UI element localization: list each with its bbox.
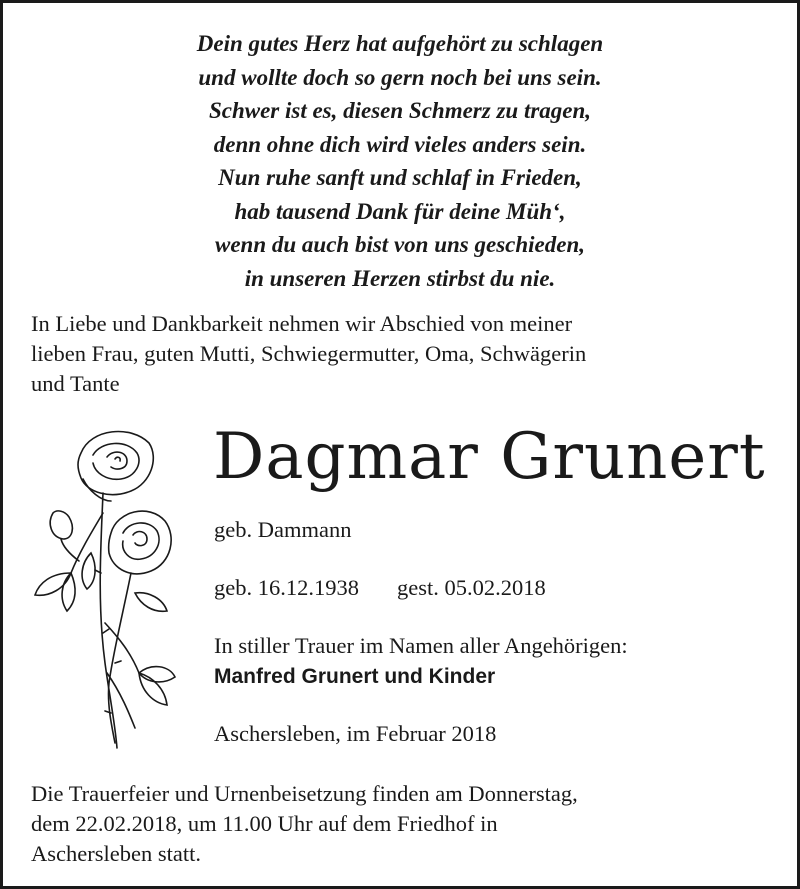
intro-line: und Tante [31,371,120,396]
service-line: Aschersleben statt. [31,841,201,866]
place-and-date: Aschersleben, im Februar 2018 [214,721,497,746]
memorial-poem [3,27,797,295]
funeral-service-info [31,779,771,869]
poem-line: in unseren Herzen stirbst du nie. [244,265,556,291]
mourners-line: In stiller Trauer im Namen aller Angehörigen: [214,633,628,658]
death-date: gest. 05.02.2018 [397,575,546,600]
intro-line: lieben Frau, guten Mutti, Schwiegermutter, Oma, Schwägerin [31,341,587,366]
poem-line: wenn du auch bist von uns geschieden, [215,232,585,257]
rose-icon [31,423,181,753]
poem-line: Schwer ist es, diesen Schmerz zu tragen, [208,98,592,123]
poem-line: denn ohne dich wird vieles anders sein. [213,131,587,157]
birth-date: geb. 16.12.1938 [214,575,359,600]
poem-line: und wollte doch so gern noch bei uns sein. [198,64,602,90]
farewell-intro [31,309,781,399]
poem-line: Nun ruhe sanft und schlaf in Frieden, [218,165,582,190]
service-line: Die Trauerfeier und Urnenbeisetzung finden am Donnerstag, [31,781,578,806]
intro-line: In Liebe und Dankbarkeit nehmen wir Abschied von meiner [31,311,573,336]
poem-line: Dein gutes Herz hat aufgehört zu schlagen [196,31,604,56]
poem-line: hab tausend Dank für deine Müh‘, [234,198,566,224]
mourner-names: Manfred Grunert und Kinder [214,665,496,688]
maiden-name: geb. Dammann [214,517,352,542]
deceased-name: Dagmar Grunert [213,420,766,494]
service-line: dem 22.02.2018, um 11.00 Uhr auf dem Friedhof in [31,811,498,836]
life-dates [214,573,546,603]
